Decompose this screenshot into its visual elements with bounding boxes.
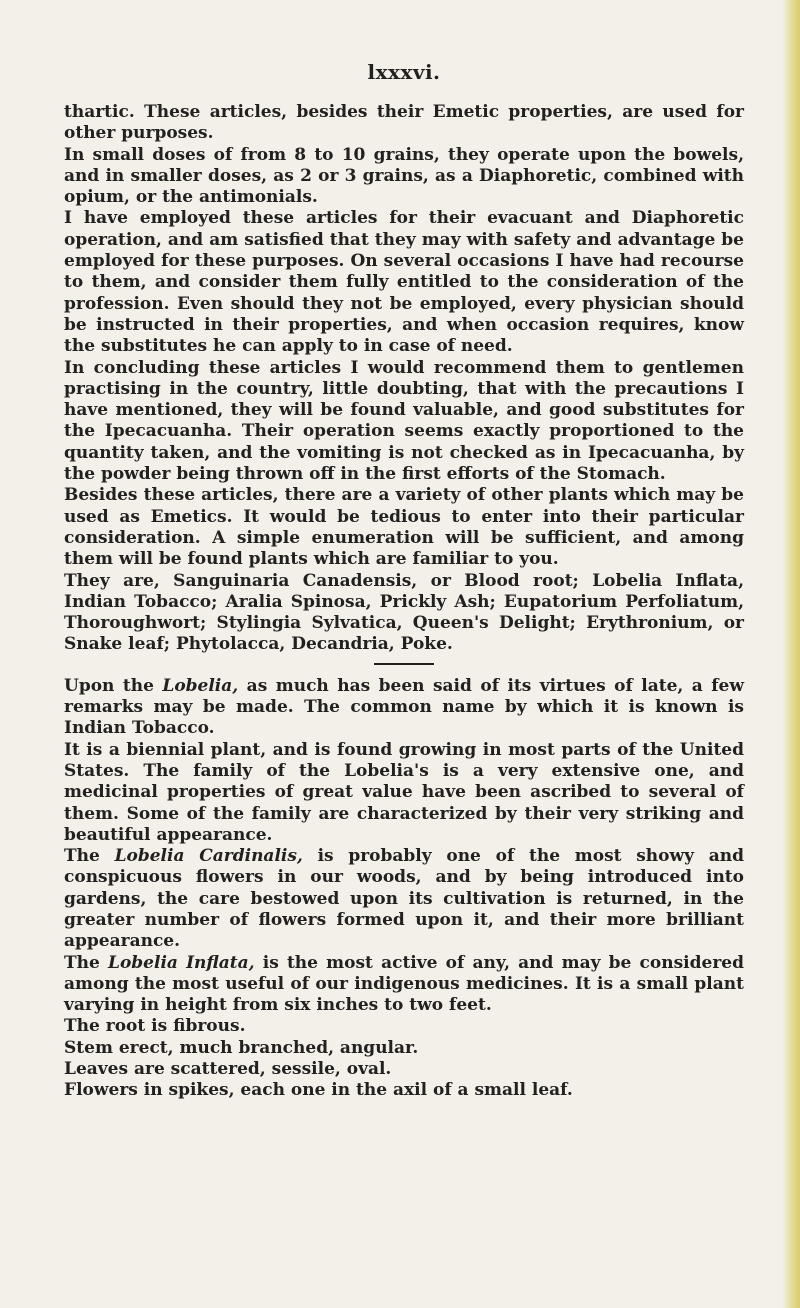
paragraph-lobelia-inflata: [64, 953, 744, 1017]
book-page: [64, 60, 744, 1102]
paragraph-lobelia: [64, 676, 744, 740]
italic-term: Lobelia,: [162, 675, 239, 696]
italic-term: Lobelia Cardinalis,: [114, 846, 303, 867]
text-run: is the most active of any, and may be considered among the most useful of our indigenous medicines. It is a small plant varying in height from six inches to two feet.: [64, 952, 744, 1016]
paragraph: I have employed these articles for their evacuant and Diaphoretic operation, and am satisfied that they may with safety and advantage be employed for these purposes. On several occasions I have had recourse to them, and consider them fully entitled to the consideration of the profession. Even should they not be employed, every physician should be instructed in their properties, and when occasion requires, know the substitutes he can apply to in case of need.: [64, 208, 744, 357]
paragraph: Leaves are scattered, sessile, oval.: [64, 1059, 392, 1080]
paragraph: Stem erect, much branched, angular.: [64, 1037, 419, 1058]
text-run: Upon the: [64, 675, 163, 696]
paragraph: It is a biennial plant, and is found growing in most parts of the United States. The family of the Lobelia's is a very extensive one, and medicinal properties of great value have been ascribed to several of them. Some of the family are characterized by their very striking and beautiful appearance.: [64, 739, 744, 845]
section-divider: [374, 663, 434, 665]
paragraph-lobelia-cardinalis: [64, 846, 744, 952]
page-edge: [782, 0, 800, 1308]
text-run: as much has been said of its virtues of late, a few remarks may be made. The common name by which it is known is Indian Tobacco.: [64, 675, 744, 739]
italic-term: Lobelia Inflata,: [108, 952, 255, 973]
paragraph: Flowers in spikes, each one in the axil of a small leaf.: [64, 1080, 573, 1101]
text-run: The: [64, 846, 115, 867]
paragraph: Besides these articles, there are a variety of other plants which may be used as Emetics. It would be tedious to enter into their particular consideration. A simple enumeration will be sufficient, and among them will be found plants which are familiar to you.: [64, 485, 744, 570]
text-run: is probably one of the most showy and conspicuous flowers in our woods, and by being introduced into gardens, the care bestowed upon its cultivation is returned, in the greater number of flowers formed upon it, and their more brilliant appearance.: [64, 846, 744, 952]
paragraph: They are, Sanguinaria Canadensis, or Blood root; Lobelia Inflata, Indian Tobacco; Aralia Spinosa, Prickly Ash; Eupatorium Perfoliatum, Thoroughwort; Stylingia Sylvatica, Queen's Delight; Erythronium, or Snake leaf; Phytolacca, Decandria, Poke.: [64, 570, 744, 655]
paragraph: In small doses of from 8 to 10 grains, they operate upon the bowels, and in smaller doses, as 2 or 3 grains, as a Diaphoretic, combined with opium, or the antimonials.: [64, 144, 744, 208]
paragraph: In concluding these articles I would recommend them to gentlemen practising in the country, little doubting, that with the precautions I have mentioned, they will be found valuable, and good substitutes for the Ipecacuanha. Their operation seems exactly proportioned to the quantity taken, and the vomiting is not checked as in Ipecacuanha, by the powder being thrown off in the first efforts of the Stomach.: [64, 357, 744, 485]
paragraph: thartic. These articles, besides their Emetic properties, are used for other purposes.: [64, 102, 744, 144]
page-number: lxxxvi.: [367, 60, 441, 84]
paragraph: The root is fibrous.: [64, 1016, 246, 1037]
text-run: The: [64, 952, 108, 973]
